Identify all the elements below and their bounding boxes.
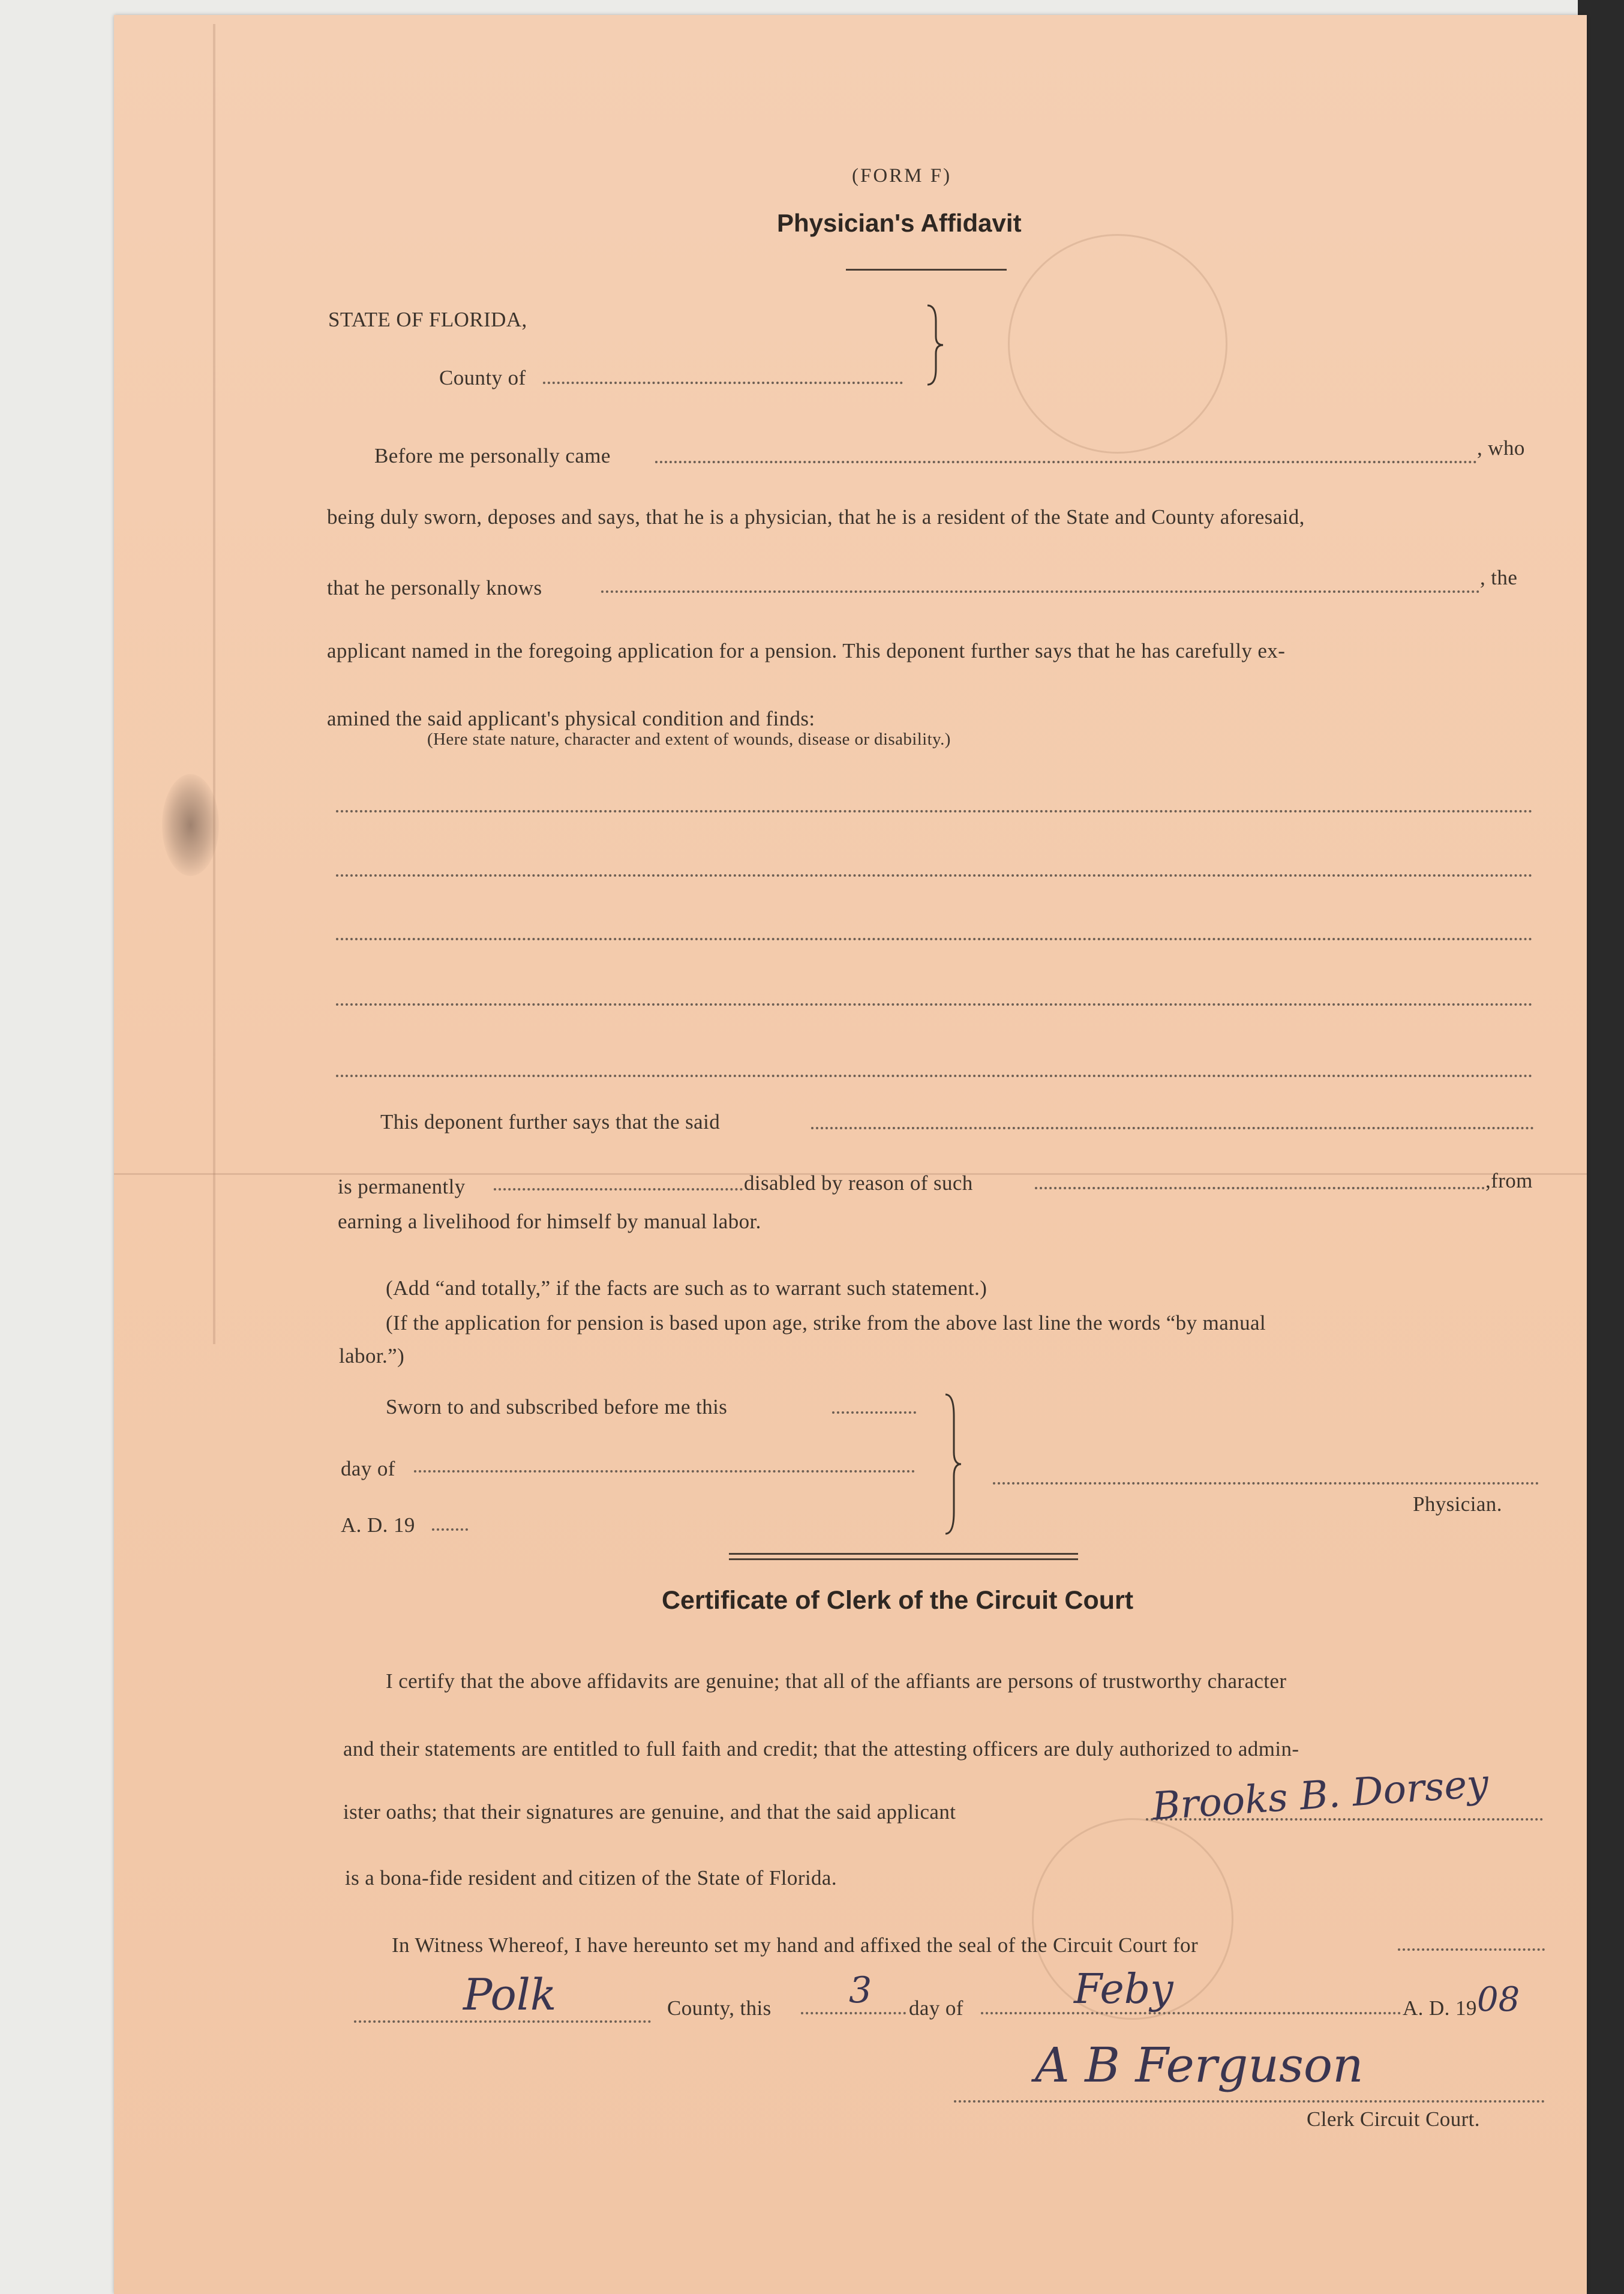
sworn-text: being duly sworn, deposes and says, that he is a physician, that he is a resident of the State and County aforesaid,: [327, 505, 1305, 529]
certificate-line-1: I certify that the above affidavits are genuine; that all of the affiants are persons of trustworthy character: [386, 1669, 1287, 1693]
applicant-name-handwritten: Brooks B. Dorsey: [1151, 1761, 1490, 1830]
further-says-blank: [811, 1127, 1534, 1129]
day-value-handwritten: 3: [849, 1969, 872, 2011]
physician-signature-line: [993, 1482, 1539, 1485]
findings-line-2: [336, 874, 1533, 877]
page-title: Physician's Affidavit: [777, 209, 1022, 237]
further-says-label: This deponent further says that the said: [380, 1110, 721, 1133]
note-age: (If the application for pension is based upon age, strike from the above last line the words “by manual: [386, 1311, 1266, 1335]
applicant-text: applicant named in the foregoing application for a pension. This deponent further says that he has carefully ex-: [327, 639, 1286, 662]
permanently-blank: [494, 1188, 743, 1191]
who-label: , who: [1477, 436, 1525, 460]
divider-double-bottom: [729, 1558, 1078, 1560]
from-label: ,from: [1485, 1169, 1533, 1192]
title-underline: [846, 269, 1007, 271]
county-this-label: County, this: [667, 1996, 772, 2020]
county-name-handwritten: Polk: [463, 1969, 557, 2020]
ad-blank: [432, 1528, 468, 1531]
county-blank: [543, 382, 903, 384]
permanently-label: is permanently: [338, 1175, 466, 1198]
findings-line-5: [336, 1075, 1533, 1077]
before-me-blank: [655, 461, 1477, 463]
ad-label: A. D. 19: [341, 1513, 415, 1537]
state-label: STATE OF FLORIDA,: [328, 308, 527, 331]
findings-line-3: [336, 938, 1533, 940]
earning-text: earning a livelihood for himself by manual labor.: [338, 1210, 761, 1233]
findings-line-1: [336, 810, 1533, 812]
knows-label: that he personally knows: [327, 576, 542, 599]
county-name-blank: [354, 2020, 651, 2023]
here-state-note: (Here state nature, character and extent of wounds, disease or disability.): [427, 730, 951, 749]
clerk-signature-line: [954, 2100, 1545, 2103]
certificate-line-3: ister oaths; that their signatures are genuine, and that the said applicant: [343, 1800, 956, 1824]
witness-text: In Witness Whereof, I have hereunto set my hand and affixed the seal of the Circuit Court for: [392, 1933, 1199, 1957]
day-of-cert-label: day of: [909, 1996, 963, 2020]
before-me-label: Before me personally came: [374, 444, 611, 467]
ad-cert-label: A. D. 19: [1403, 1996, 1477, 2020]
sworn-label: Sworn to and subscribed before me this: [386, 1395, 728, 1419]
month-blank: [981, 2012, 1401, 2014]
divider-double-top: [729, 1553, 1078, 1555]
state-brace: [924, 303, 948, 387]
the-label: , the: [1480, 566, 1518, 589]
clerk-signature-handwritten: A B Ferguson: [1035, 2037, 1364, 2093]
witness-blank: [1398, 1948, 1545, 1951]
day-of-label: day of: [341, 1457, 395, 1480]
certificate-line-2: and their statements are entitled to full faith and credit; that the attesting officers are duly authorized to admin-: [343, 1737, 1299, 1761]
fingerprint-smudge: [162, 774, 219, 876]
note-labor: labor.”): [339, 1344, 405, 1368]
year-handwritten: 08: [1477, 1980, 1520, 2019]
certificate-line-4: is a bona-fide resident and citizen of the State of Florida.: [345, 1866, 837, 1890]
clerk-label: Clerk Circuit Court.: [1307, 2107, 1480, 2131]
note-add-totally: (Add “and totally,” if the facts are such as to warrant such statement.): [386, 1276, 987, 1300]
day-value-blank: [801, 2012, 906, 2014]
sheet-fold-vertical: [213, 24, 215, 1344]
county-label: County of: [439, 366, 526, 389]
disabled-label: disabled by reason of such: [744, 1171, 973, 1195]
sworn-blank: [832, 1411, 916, 1414]
physician-label: Physician.: [1413, 1492, 1502, 1516]
certificate-title: Certificate of Clerk of the Circuit Court: [662, 1586, 1134, 1615]
examined-text: amined the said applicant's physical condition and finds:: [327, 707, 815, 730]
month-handwritten: Feby: [1074, 1966, 1173, 2013]
form-label: (FORM F): [852, 165, 952, 187]
findings-line-4: [336, 1003, 1533, 1006]
sworn-brace: [942, 1392, 966, 1536]
disabled-blank: [1035, 1187, 1485, 1189]
embossed-seal-top: [1008, 234, 1227, 454]
day-of-blank: [414, 1470, 915, 1473]
knows-blank: [601, 590, 1480, 593]
